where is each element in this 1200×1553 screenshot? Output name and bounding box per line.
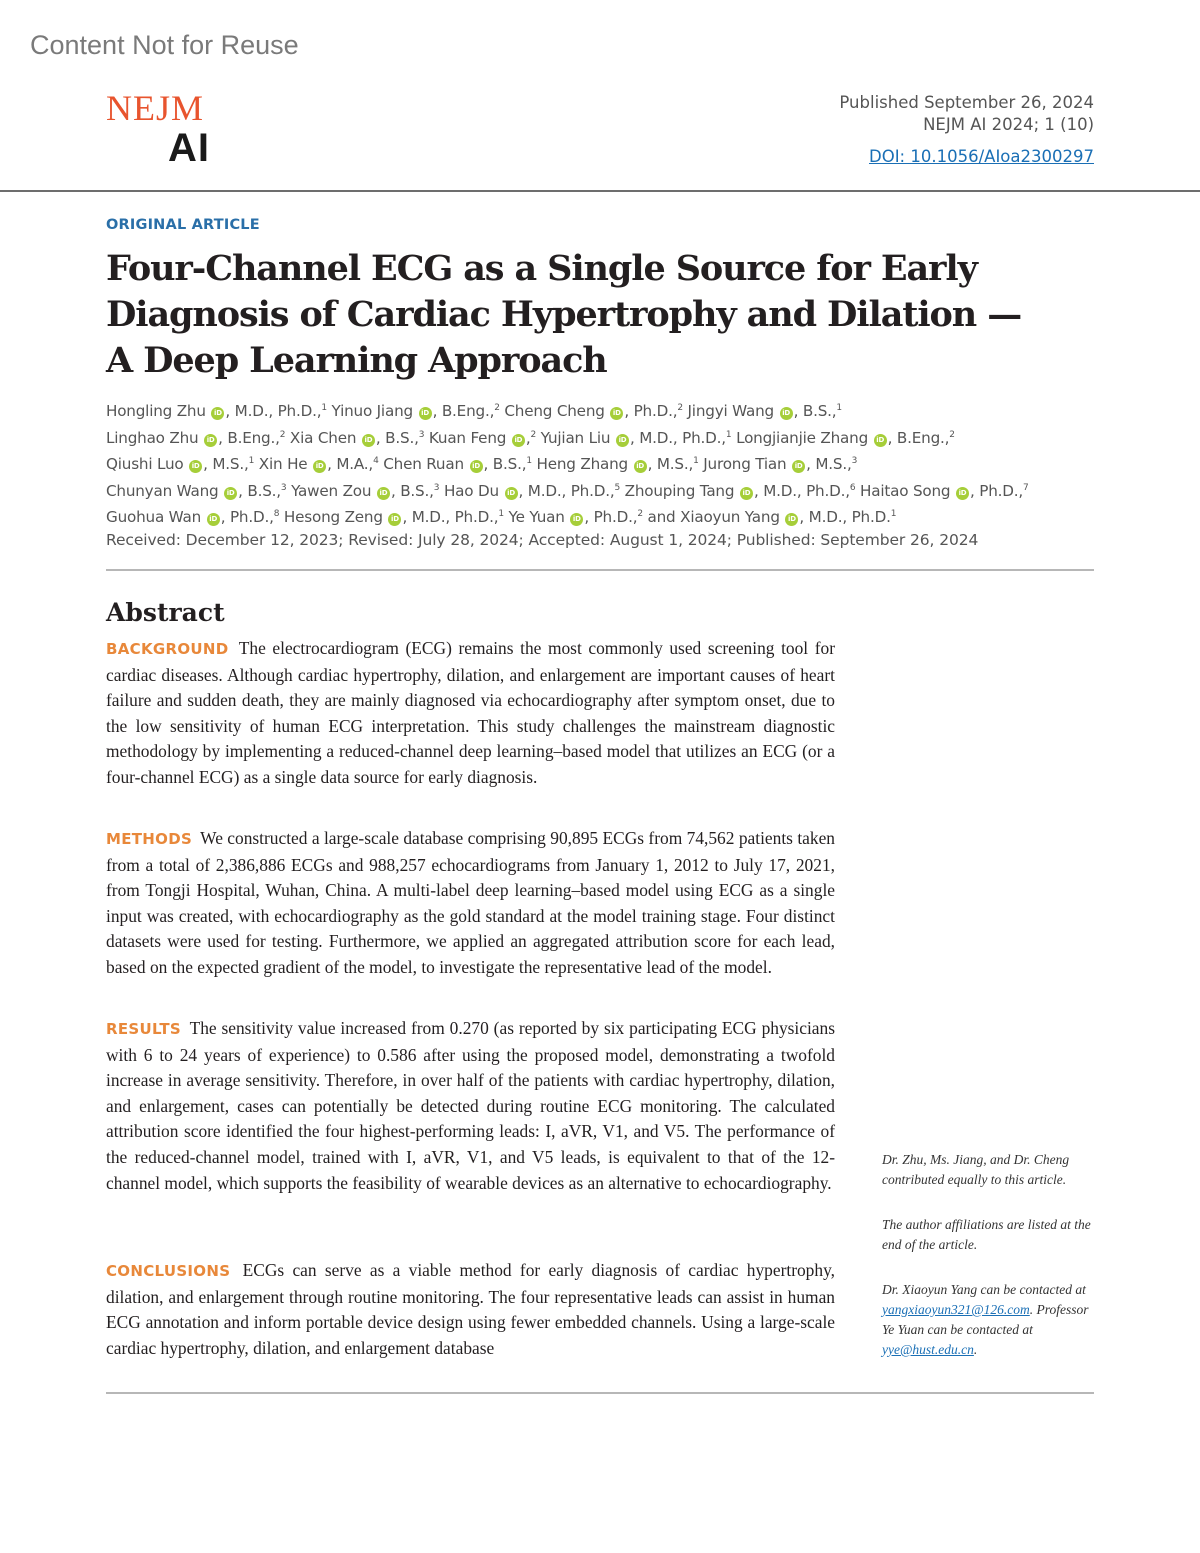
author-entry [429,429,536,447]
author-degree: , M.D., Ph.D., [629,428,726,447]
orcid-icon[interactable]: iD [956,487,969,500]
author-list [106,397,1106,530]
results-text: The sensitivity value increased from 0.270 (as reported by six participating ECG physicians with 6 to 24 years of experience) to 0.586 after using the proposed model, demonstrating a twofold increase in average sensitivity. Therefore, in over half of the patients with cardiac hypertrophy, dilation, and enlargement, cases can potentially be detected during routine ECG monitoring. The calculated attribution score identified the four highest-performing leads: I, aVR, V1, and V5. The performance of the reduced-channel model, trained with I, aVR, V1, and V5 leads, is equivalent to that of the 12-channel model, which supports the feasibility of wearable devices as an alternative to echocardiography. [106,1018,835,1193]
affiliation-number: 1 [725,429,732,440]
author-degree: , B.Eng., [887,428,950,447]
author-entry [625,482,856,500]
orcid-icon[interactable]: iD [419,407,432,420]
author-name: Linghao Zhu [106,428,199,447]
author-line [106,450,1106,477]
author-degree: , M.A., [327,455,374,474]
abstract-heading: Abstract [106,598,225,627]
author-degree: , M.S., [806,455,852,474]
author-name: Guohua Wan [106,508,202,527]
author-entry [106,482,286,500]
author-degree: , M.S., [203,455,249,474]
abstract-conclusions [106,1258,835,1361]
contact-yuan-email-link[interactable]: yye@hust.edu.cn [882,1342,974,1357]
author-line [106,397,1106,424]
conclusions-label: CONCLUSIONS [106,1262,231,1280]
author-name: Kuan Feng [428,428,507,447]
author-name: Longjianjie Zhang [736,428,869,447]
background-text: The electrocardiogram (ECG) remains the most commonly used screening tool for cardiac diseases. Although cardiac hypertrophy, dilation, and enlargement are important causes of heart failure and sudden death, they are mainly diagnosed via echocardiography after symptom onset, due to the low sensitivity of human ECG interpretation. This study challenges the mainstream diagnostic methodology by implementing a reduced-channel deep learning–based model that utilizes an ECG (or a four-channel ECG) as a single data source for early diagnosis. [106,638,835,787]
author-entry [736,429,955,447]
journal-citation: NEJM AI 2024; 1 (10) [923,115,1094,134]
author-name: Zhouping Tang [624,481,735,500]
orcid-icon[interactable]: iD [570,513,583,526]
affiliations-note: The author affiliations are listed at the end of the article. [882,1217,1091,1252]
affiliation-number: 4 [373,456,379,467]
author-degree: , M.D., Ph.D. [799,508,891,527]
affiliation-number: 3 [851,456,858,467]
author-name: Hesong Zeng [283,508,383,527]
affiliation-number: 2 [279,429,286,440]
author-degree: , M.D., Ph.D., [402,508,499,527]
affiliation-number: 2 [637,509,643,520]
affiliation-number: 3 [280,482,287,493]
affiliation-number: 7 [1023,482,1029,493]
author-name: Hao Du [443,481,499,500]
author-name: Cheng Cheng [504,402,605,421]
author-name: Ye Yuan [508,508,565,527]
article-dates: Received: December 12, 2023; Revised: July 28, 2024; Accepted: August 1, 2024; Published: September 26, 2024 [106,531,979,549]
abstract-bottom-divider [106,1392,1094,1394]
abstract-results [106,1016,835,1196]
equal-contribution-note: Dr. Zhu, Ms. Jiang, and Dr. Cheng contributed equally to this article. [882,1152,1070,1187]
doi-link[interactable]: DOI: 10.1056/AIoa2300297 [869,147,1094,166]
affiliation-number: 1 [693,456,699,467]
affiliation-number: 1 [890,509,897,520]
author-entry [860,482,1029,500]
affiliation-number: 2 [494,403,500,413]
author-entry [648,508,897,526]
author-entry [383,455,532,473]
orcid-icon[interactable]: iD [785,513,798,526]
author-entry [688,402,842,420]
orcid-icon[interactable]: iD [362,434,375,447]
abstract-background [106,636,835,791]
affiliation-number: 1 [498,509,504,520]
title-line: A Deep Learning Approach [106,340,607,381]
logo-ai-wordmark: AI [168,126,210,170]
orcid-icon[interactable]: iD [505,487,518,500]
author-degree: , B.S., [483,455,527,474]
orcid-icon[interactable]: iD [792,460,805,473]
author-degree: , M.D., Ph.D., [225,402,322,421]
orcid-icon[interactable]: iD [512,434,525,447]
affiliation-number: 1 [321,403,327,413]
orcid-icon[interactable]: iD [224,487,237,500]
author-name: Xin He [258,455,308,474]
publication-info [839,92,1094,168]
author-degree: , B.Eng., [218,428,280,447]
author-entry [541,429,732,447]
author-degree: , M.D., Ph.D., [753,481,850,500]
author-entry [703,455,857,473]
orcid-icon[interactable]: iD [207,513,220,526]
affiliation-number: 2 [677,403,683,413]
affiliation-number: 1 [836,403,842,413]
title-line: Diagnosis of Cardiac Hypertrophy and Dilation — [106,294,1022,335]
author-entry [106,402,327,420]
author-degree: , Ph.D., [220,508,274,527]
affiliation-number: 5 [614,482,621,493]
orcid-icon[interactable]: iD [204,434,217,447]
affiliation-number: 2 [949,429,955,440]
author-name: Jurong Tian [703,455,787,474]
orcid-icon[interactable]: iD [874,434,887,447]
author-entry [444,482,620,500]
background-label: BACKGROUND [106,640,229,658]
author-entry [332,402,500,420]
orcid-icon[interactable]: iD [211,407,224,420]
author-name: Yinuo Jiang [331,402,413,421]
results-label: RESULTS [106,1020,181,1038]
affiliation-number: 1 [248,456,255,467]
author-degree: , Ph.D., [584,508,638,527]
contact-note: Dr. Xiaoyun Yang can be contacted at yangxiaoyun321@126.com. Professor Ye Yuan can be contacted at yye@hust.edu.cn. [882,1282,1089,1357]
affiliation-number: 1 [526,456,532,467]
author-degree: , B.Eng., [432,402,495,421]
author-degree: , B.S., [390,481,434,500]
logo-nejm-wordmark: NEJM [106,88,205,128]
author-name: Chen Ruan [383,455,464,474]
title-line: Four-Channel ECG as a Single Source for Early [106,248,977,289]
orcid-icon[interactable]: iD [313,460,326,473]
author-entry [290,429,424,447]
author-name: and Xiaoyun Yang [647,508,780,527]
author-degree: , B.S., [238,481,281,500]
author-name: Qiushi Luo [106,455,184,474]
header-divider [0,190,1200,192]
methods-label: METHODS [106,830,193,848]
contact-yuan-text: Professor Ye Yuan can be contacted at [882,1302,1089,1337]
authors-divider [106,569,1094,571]
article-title [106,246,1066,384]
author-entry [106,508,279,526]
abstract-methods [106,826,835,981]
watermark: Content Not for Reuse [30,30,299,60]
article-type: ORIGINAL ARTICLE [106,217,260,233]
conclusions-text: ECGs can serve as a viable method for early diagnosis of cardiac hypertrophy, dilation, and enlargement through routine monitoring. The four representative leads can assist in human ECG annotation and inform portable device design using fewer embedded channels. Using a large-scale cardiac hypertrophy, dilation, and enlargement database [106,1260,835,1358]
author-line [106,424,1106,451]
author-degree: , Ph.D., [970,481,1024,500]
author-line [106,503,1106,530]
author-name: Heng Zhang [536,455,628,474]
affiliation-number: 6 [849,482,856,493]
author-name: Yujian Liu [540,428,611,447]
author-degree: , Ph.D., [624,402,678,421]
orcid-icon[interactable]: iD [616,434,629,447]
orcid-icon[interactable]: iD [388,513,401,526]
author-entry [106,429,285,447]
affiliation-number: 3 [433,482,440,493]
author-name: Haitao Song [860,481,951,500]
author-degree: , [525,428,531,447]
contact-yang-email-link[interactable]: yangxiaoyun321@126.com [882,1302,1030,1317]
affiliation-number: 2 [530,429,537,440]
affiliation-number: 8 [273,509,280,520]
author-entry [284,508,504,526]
author-name: Yawen Zou [291,481,372,500]
author-line [106,477,1106,504]
orcid-icon[interactable]: iD [377,487,390,500]
orcid-icon[interactable]: iD [470,460,483,473]
nejm-ai-logo[interactable] [106,88,226,168]
author-name: Chunyan Wang [106,481,219,500]
author-entry [504,402,683,420]
author-degree: , B.S., [793,402,837,421]
orcid-icon[interactable]: iD [610,407,623,420]
author-entry [291,482,439,500]
contact-yang-text: Dr. Xiaoyun Yang can be contacted at [882,1282,1086,1297]
orcid-icon[interactable]: iD [189,460,202,473]
author-degree: , B.S., [375,428,419,447]
author-degree: , M.D., Ph.D., [518,481,615,500]
orcid-icon[interactable]: iD [740,487,753,500]
methods-text: We constructed a large-scale database comprising 90,895 ECGs from 74,562 patients taken from a total of 2,386,886 ECGs and 988,257 echocardiograms from January 1, 2012 to July 17, 2021, from Tongji Hospital, Wuhan, China. A multi-label deep learning–based model using ECG as a single input was created, with echocardiography as the gold standard at the model training stage. Four distinct datasets were used for testing. Furthermore, we applied an aggregated attribution score for each lead, based on the expected gradient of the model, to investigate the representative lead of the model. [106,828,835,977]
published-date: Published September 26, 2024 [839,93,1094,112]
orcid-icon[interactable]: iD [780,407,793,420]
author-name: Hongling Zhu [106,402,206,421]
orcid-icon[interactable]: iD [634,460,647,473]
author-entry [509,508,643,526]
author-degree: , M.S., [647,455,694,474]
author-entry [106,455,254,473]
author-entry [537,455,699,473]
author-name: Jingyi Wang [687,402,774,421]
affiliation-number: 3 [418,429,425,440]
author-entry [259,455,379,473]
author-name: Xia Chen [289,428,357,447]
